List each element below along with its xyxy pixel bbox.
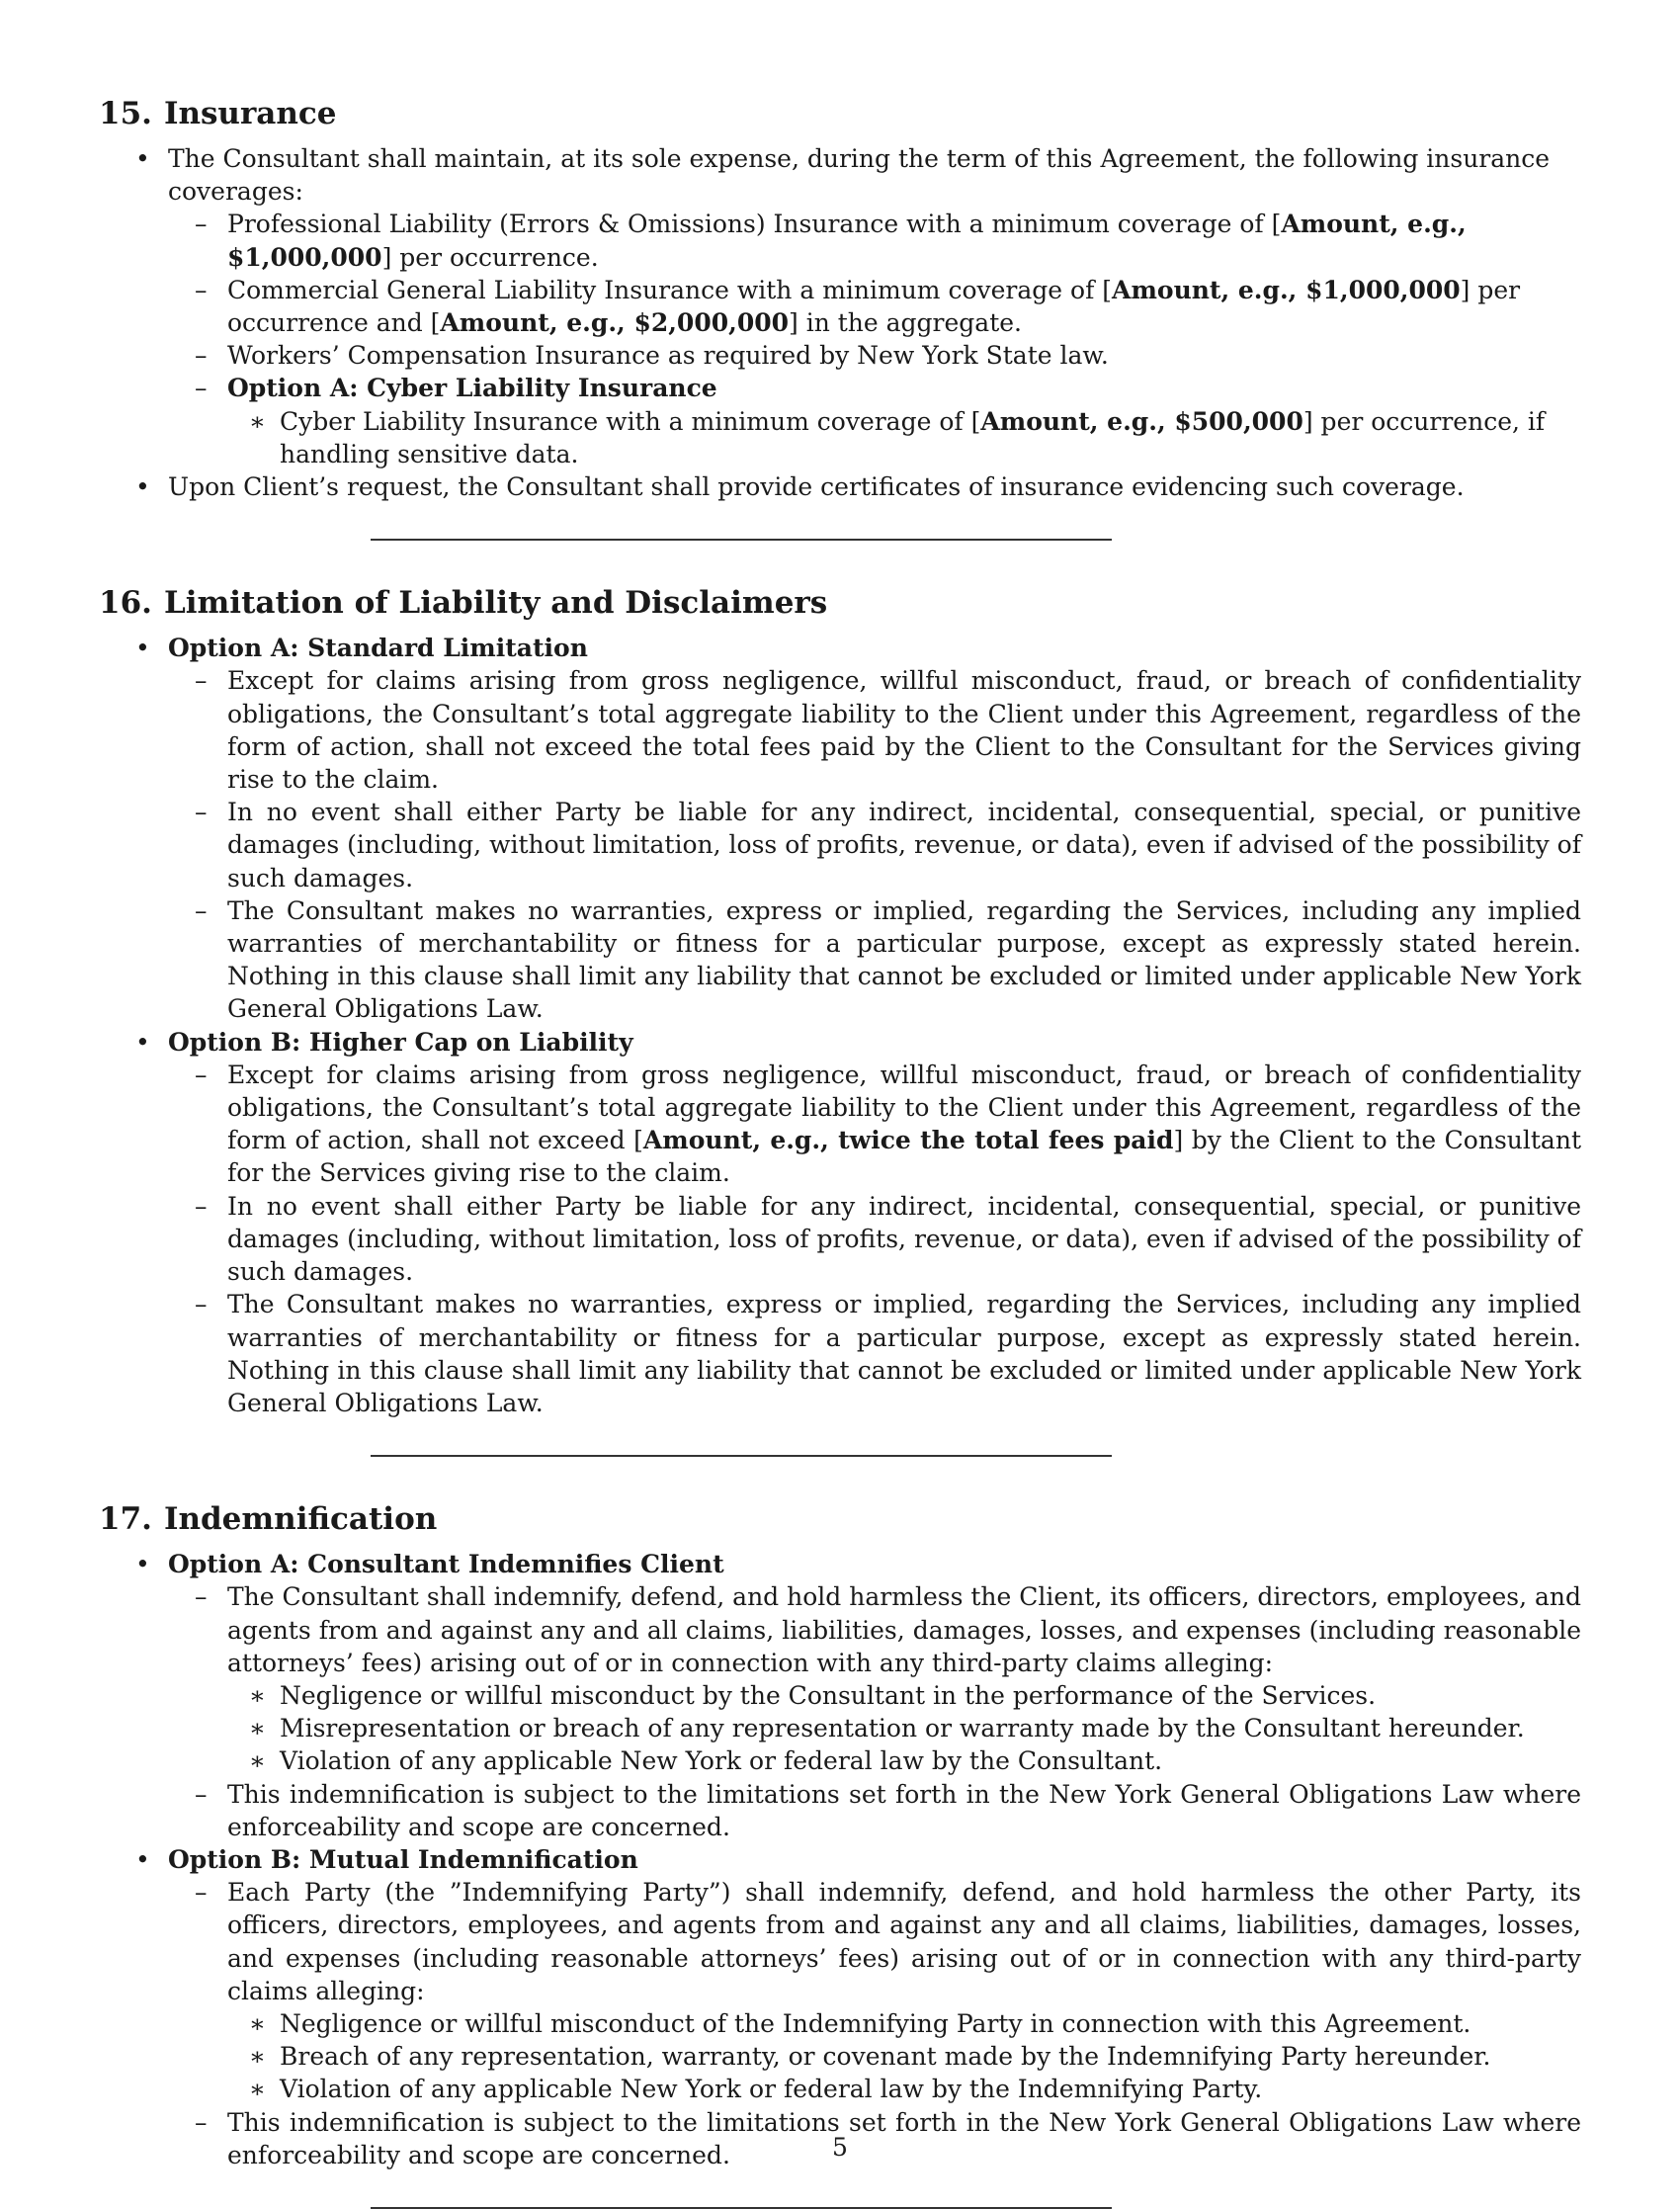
- section-number: 16.: [99, 585, 152, 622]
- section-title: Insurance: [163, 96, 337, 131]
- text: ] per occurrence.: [381, 242, 599, 272]
- bullet-list: [99, 1548, 1581, 2171]
- text: This indemnification is subject to the limitations set forth in the New York General Obligations Law where enforceability and scope are concerned.: [227, 2107, 1581, 2169]
- spacer: [99, 541, 1581, 580]
- list-item: [168, 1580, 1581, 1777]
- placeholder-amount: Amount, e.g., $1,000,000: [227, 210, 1467, 272]
- text: Violation of any applicable New York or federal law by the Consultant.: [280, 1746, 1163, 1776]
- text: The Consultant shall indemnify, defend, and hold harmless the Client, its officers, directors, employees, and agents from and against any and all claims, liabilities, damages, losses, and expenses (including reasonable attorneys’ fees) arising out of or in connection with any third-party claims alleging:: [227, 1582, 1581, 1677]
- section-number: 15.: [99, 96, 152, 131]
- list-item: [168, 274, 1581, 339]
- sub-sub-list: [227, 1679, 1581, 1778]
- section-title: Indemnification: [163, 1501, 438, 1538]
- list-item: [227, 1679, 1581, 1712]
- option-label: Option A: Consultant Indemnifies Client: [168, 1550, 724, 1579]
- sub-sub-list: [227, 405, 1581, 470]
- sub-list: [168, 1580, 1581, 1843]
- option-label: Option A: Standard Limitation: [168, 634, 588, 663]
- text: The Consultant makes no warranties, express or implied, regarding the Services, including any implied warranties of merchantability or fitness for a particular purpose, except as expressly stated herein. Nothing in this clause shall limit any liability that cannot be excluded or limited under applicable New York General Obligations Law.: [227, 895, 1581, 1024]
- section-heading: [99, 580, 1581, 626]
- sub-list: [168, 1876, 1581, 2171]
- list-item: [99, 632, 1581, 1025]
- section-title: Limitation of Liability and Disclaimers: [163, 585, 828, 622]
- placeholder-amount: Amount, e.g., $500,000: [980, 406, 1303, 436]
- text: Violation of any applicable New York or federal law by the Indemnifying Party.: [280, 2075, 1263, 2104]
- option-label: Option A: Cyber Liability Insurance: [227, 374, 717, 403]
- section-divider: [371, 539, 1112, 541]
- text: Misrepresentation or breach of any representation or warranty made by the Consultant hereunder.: [280, 1714, 1525, 1743]
- placeholder-amount: Amount, e.g., twice the total fees paid: [642, 1126, 1174, 1155]
- text: ] by the Client to the Consultant for the Services giving rise to the claim.: [227, 1126, 1581, 1188]
- bullet-list: [99, 142, 1581, 503]
- list-item: [227, 2040, 1581, 2073]
- text: Workers’ Compensation Insurance as required by New York State law.: [227, 341, 1109, 371]
- list-item: [227, 1712, 1581, 1744]
- text: In no event shall either Party be liable for any indirect, incidental, consequential, special, or punitive damages (including, without limitation, loss of profits, revenue, or data), even if advised of the possibility of such damages.: [227, 798, 1581, 892]
- section-number: 17.: [99, 1501, 152, 1538]
- list-item: [168, 208, 1581, 273]
- list-item: [227, 2007, 1581, 2040]
- section-divider: [371, 1455, 1112, 1457]
- text: This indemnification is subject to the limitations set forth in the New York General Obligations Law where enforceability and scope are concerned.: [227, 1779, 1581, 1841]
- page-number: 5: [832, 2133, 848, 2162]
- list-item: [168, 1190, 1581, 1289]
- list-item: [227, 1744, 1581, 1777]
- spacer: [99, 1457, 1581, 1496]
- text: Negligence or willful misconduct by the Consultant in the performance of the Services.: [280, 1680, 1377, 1710]
- bullet-list: [99, 632, 1581, 1419]
- text: In no event shall either Party be liable for any indirect, incidental, consequential, special, or punitive damages (including, without limitation, loss of profits, revenue, or data), even if advised of the possibility of such damages.: [227, 1191, 1581, 1287]
- paragraph: The Consultant shall maintain, at its sole expense, during the term of this Agreement, the following insurance coverages:: [168, 144, 1551, 207]
- text: Negligence or willful misconduct of the Indemnifying Party in connection with this Agreement.: [280, 2008, 1471, 2038]
- list-item: [99, 470, 1581, 503]
- list-item: [168, 894, 1581, 1026]
- option-label: Option B: Higher Cap on Liability: [168, 1027, 633, 1057]
- section-16-limitation-of-liability: [99, 580, 1581, 1457]
- list-item: [99, 1026, 1581, 1419]
- section-15-insurance: [99, 91, 1581, 541]
- text: Commercial General Liability Insurance with a minimum coverage of [: [227, 275, 1113, 304]
- section-heading: [99, 1496, 1581, 1542]
- sub-list: [168, 208, 1581, 470]
- text: Professional Liability (Errors & Omissions) Insurance with a minimum coverage of [: [227, 210, 1282, 239]
- section-heading: [99, 91, 1581, 136]
- list-item: [168, 1876, 1581, 2105]
- text: Except for claims arising from gross negligence, willful misconduct, fraud, or breach of confidentiality obligations, the Consultant’s total aggregate liability to the Client under this Agreement, regardless of the form of action, shall not exceed the total fees paid by the Client to the Consultant for the Services giving rise to the claim.: [227, 666, 1581, 795]
- option-label: Option B: Mutual Indemnification: [168, 1844, 638, 1874]
- list-item: [168, 1059, 1581, 1190]
- list-item: [168, 372, 1581, 470]
- list-item: [227, 2073, 1581, 2105]
- section-17-indemnification: [99, 1496, 1581, 2209]
- list-item: [168, 1288, 1581, 1419]
- placeholder-amount: Amount, e.g., $1,000,000: [1112, 275, 1461, 304]
- list-item: [168, 339, 1581, 372]
- list-item: [99, 1548, 1581, 1843]
- text: Except for claims arising from gross negligence, willful misconduct, fraud, or breach of confidentiality obligations, the Consultant’s total aggregate liability to the Client under this Agreement, regardless of the form of action, shall not exceed [: [227, 1060, 1581, 1155]
- list-item: [168, 796, 1581, 894]
- list-item: [227, 405, 1581, 470]
- text: Each Party (the ”Indemnifying Party”) shall indemnify, defend, and hold harmless the other Party, its officers, directors, employees, and agents from and against any and all claims, liabilities, damages, losses, and expenses (including reasonable attorneys’ fees) arising out of or in connection with any third-party claims alleging:: [227, 1878, 1581, 2005]
- text: ] per occurrence, if handling sensitive data.: [280, 406, 1546, 468]
- paragraph: Upon Client’s request, the Consultant shall provide certificates of insurance evidencing such coverage.: [168, 472, 1465, 502]
- text: Breach of any representation, warranty, or covenant made by the Indemnifying Party hereunder.: [280, 2042, 1491, 2072]
- text: ] per occurrence and [: [227, 275, 1521, 338]
- sub-list: [168, 664, 1581, 1025]
- list-item: [168, 664, 1581, 796]
- placeholder-amount: Amount, e.g., $2,000,000: [440, 308, 790, 338]
- text: The Consultant makes no warranties, express or implied, regarding the Services, including any implied warranties of merchantability or fitness for a particular purpose, except as expressly stated herein. Nothing in this clause shall limit any liability that cannot be excluded or limited under applicable New York General Obligations Law.: [227, 1290, 1581, 1417]
- list-item: [168, 1778, 1581, 1843]
- list-item: [99, 1843, 1581, 2171]
- sub-list: [168, 1059, 1581, 1419]
- sub-sub-list: [227, 2007, 1581, 2106]
- text: ] in the aggregate.: [789, 308, 1023, 338]
- list-item: [99, 142, 1581, 470]
- page-content: [99, 91, 1581, 2209]
- text: Cyber Liability Insurance with a minimum coverage of [: [280, 406, 981, 436]
